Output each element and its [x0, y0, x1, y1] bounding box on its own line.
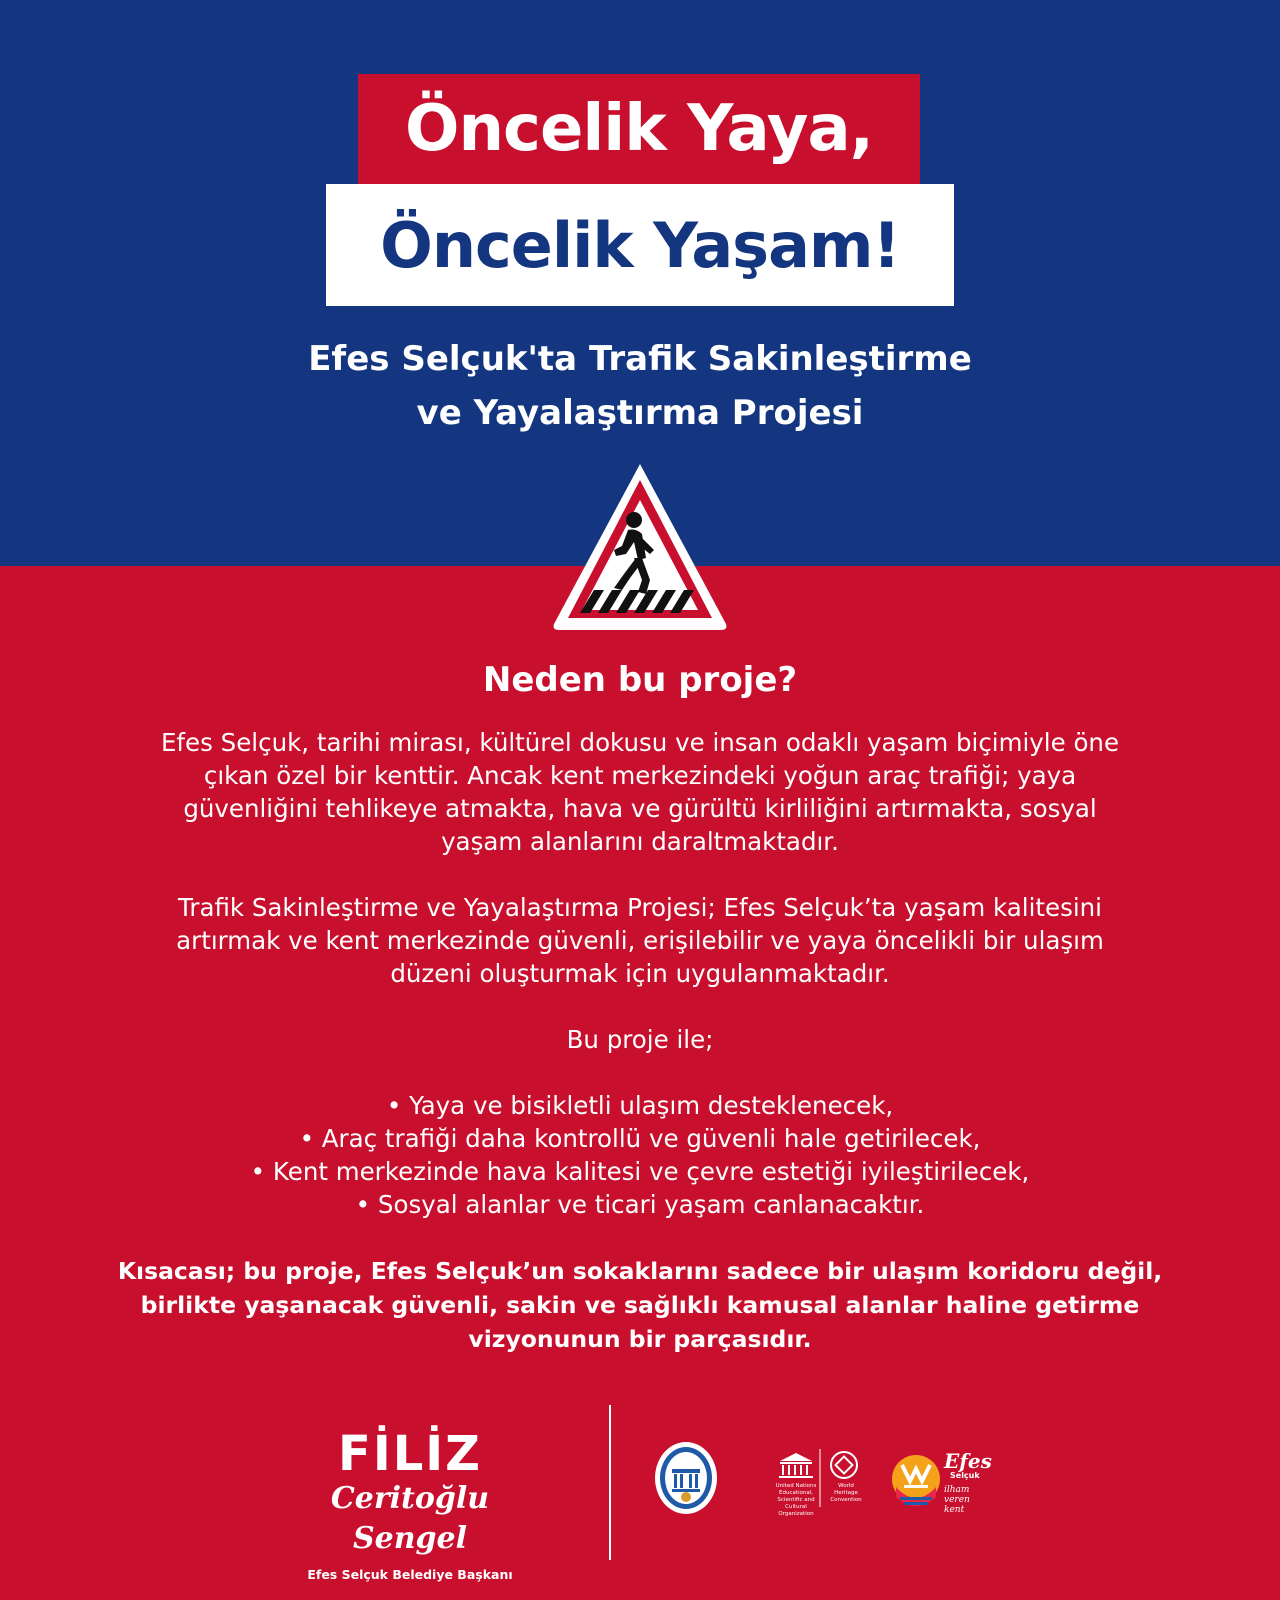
- p2-line: düzeni oluşturmak için uygulanmaktadır.: [390, 959, 890, 988]
- efes-selcuk-brand-logo: [890, 1447, 1010, 1517]
- efes-brand-mark-icon: [890, 1447, 942, 1517]
- title-line-2: Öncelik Yaşam!: [326, 184, 954, 306]
- mayor-last-name: Ceritoğlu Sengel: [330, 1481, 490, 1556]
- list-item: • Yaya ve bisikletli ulaşım desteklenecek,: [386, 1091, 894, 1120]
- section-heading: Neden bu proje?: [482, 660, 798, 700]
- closing-line: birlikte yaşanacak güvenli, sakin ve sağlıklı kamusal alanlar haline getirme: [140, 1291, 1140, 1319]
- unesco-caption: United Nations Educational, Scientific and Cultural Organization: [775, 1483, 817, 1517]
- subtitle-line-1: Efes Selçuk'ta Trafik Sakinleştirme: [308, 339, 972, 379]
- mayor-role: Efes Selçuk Belediye Başkanı: [307, 1567, 513, 1582]
- title-line-1: Öncelik Yaya,: [358, 74, 920, 184]
- whc-caption: World Heritage Convention: [830, 1483, 862, 1503]
- mayor-first-name: FİLİZ: [338, 1426, 482, 1482]
- footer-divider: [609, 1405, 611, 1560]
- project-subtitle: [0, 332, 1280, 440]
- footer: [0, 1405, 1280, 1582]
- paragraph-2: [90, 891, 1190, 990]
- closing-statement: [90, 1254, 1190, 1356]
- p1-line: çıkan özel bir kenttir. Ancak kent merkezindeki yoğun araç trafiği; yaya: [203, 761, 1077, 790]
- p1-line: Efes Selçuk, tarihi mirası, kültürel dokusu ve insan odaklı yaşam biçimiyle öne: [160, 728, 1120, 757]
- municipality-seal-icon: [654, 1441, 718, 1515]
- list-item: • Kent merkezinde hava kalitesi ve çevre estetiği iyileştirilecek,: [250, 1157, 1030, 1186]
- closing-line: Kısacası; bu proje, Efes Selçuk’un sokaklarını sadece bir ulaşım koridoru değil,: [117, 1257, 1163, 1285]
- benefits-list: [90, 1089, 1190, 1221]
- efes-logo-title: Efes: [944, 1449, 992, 1473]
- list-item: • Araç trafiği daha kontrollü ve güvenli hale getirilecek,: [299, 1124, 981, 1153]
- paragraph-1: [90, 726, 1190, 858]
- mayor-signature: [280, 1426, 540, 1582]
- subtitle-line-2: ve Yayalaştırma Projesi: [416, 393, 864, 433]
- p1-line: güvenliğini tehlikeye atmakta, hava ve gürültü kirliliğini artırmakta, sosyal: [183, 794, 1097, 823]
- body-text: [90, 726, 1190, 1356]
- p2-line: artırmak ve kent merkezinde güvenli, erişilebilir ve yaya öncelikli bir ulaşım: [176, 926, 1104, 955]
- list-item: • Sosyal alanlar ve ticari yaşam canlanacaktır.: [355, 1190, 925, 1219]
- p1-line: yaşam alanlarını daraltmaktadır.: [441, 827, 839, 856]
- efes-logo-tagline: ilham veren kent: [944, 1485, 970, 1515]
- pedestrian-crossing-sign-icon: [550, 458, 730, 634]
- intro-line: Bu proje ile;: [566, 1025, 714, 1054]
- closing-line: vizyonunun bir parçasıdır.: [468, 1325, 812, 1353]
- efes-logo-sub: Selçuk: [950, 1471, 980, 1480]
- unesco-logo: [772, 1443, 892, 1517]
- p2-line: Trafik Sakinleştirme ve Yayalaştırma Projesi; Efes Selçuk’ta yaşam kalitesini: [178, 893, 1102, 922]
